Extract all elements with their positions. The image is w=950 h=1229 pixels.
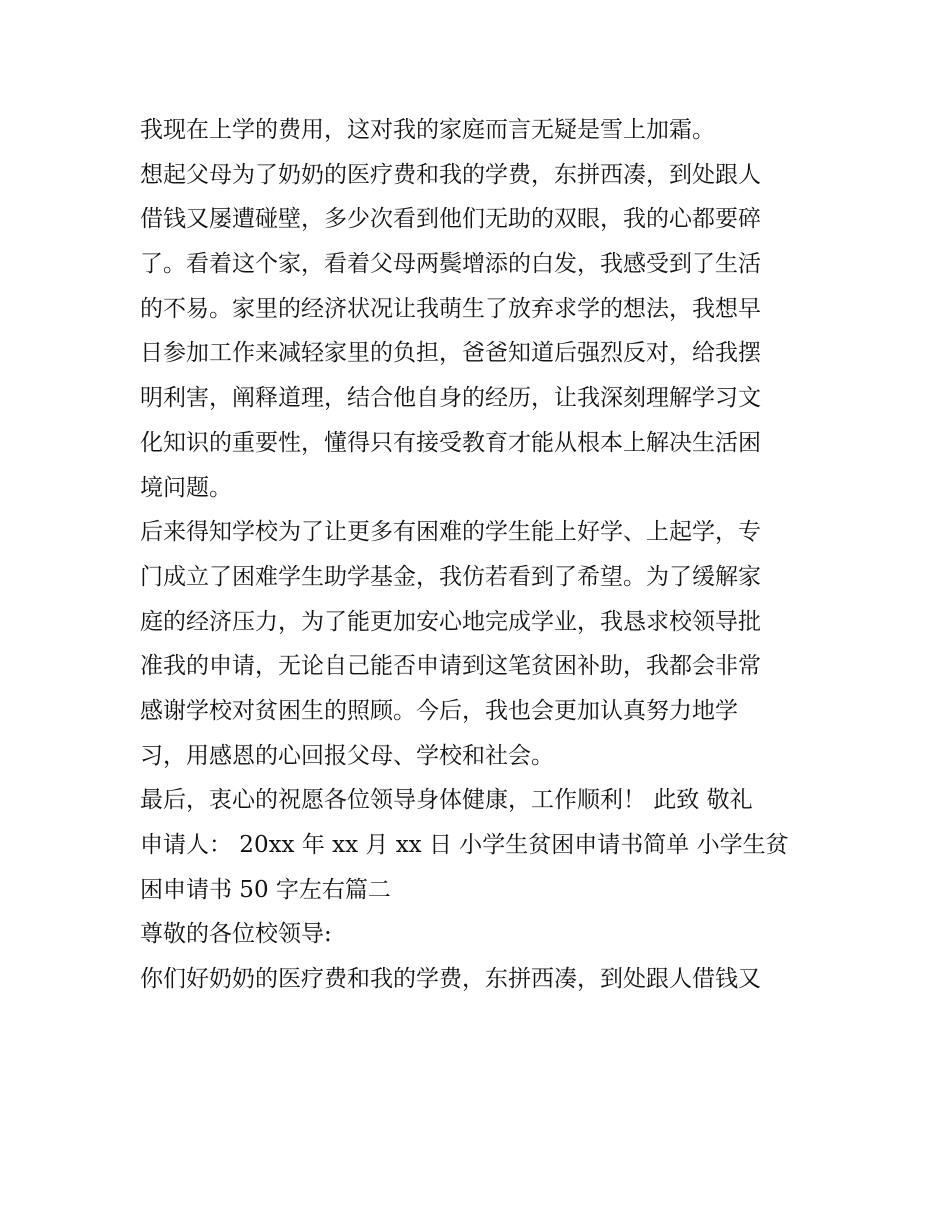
- text-line: 感谢学校对贫困生的照顾。今后，我也会更加认真努力地学: [140, 697, 738, 724]
- text-line: 习，用感恩的心回报父母、学校和社会。: [140, 742, 554, 769]
- text-line: 最后，衷心的祝愿各位领导身体健康，工作顺利！ 此致 敬礼: [140, 787, 753, 814]
- text-line: 明利害，阐释道理，结合他自身的经历，让我深刻理解学习文: [140, 385, 761, 412]
- text-line: 尊敬的各位校领导:: [140, 921, 332, 948]
- text-line: 申请人： 20xx 年 xx 月 xx 日 小学生贫困申请书简单 小学生贫: [140, 832, 789, 858]
- text-line: 借钱又屡遭碰壁，多少次看到他们无助的双眼，我的心都要碎: [140, 206, 761, 233]
- text-line: 了。看着这个家，看着父母两鬓增添的白发，我感受到了生活: [140, 251, 761, 278]
- text-line: 你们好奶奶的医疗费和我的学费，东拼西凑，到处跟人借钱又: [140, 966, 761, 993]
- text-line: 的不易。家里的经济状况让我萌生了放弃求学的想法，我想早: [140, 295, 761, 322]
- text-line: 化知识的重要性，懂得只有接受教育才能从根本上解决生活困: [140, 429, 761, 456]
- text-line: 后来得知学校为了让更多有困难的学生能上好学、上起学，专: [140, 519, 761, 546]
- text-line: 庭的经济压力，为了能更加安心地完成学业，我恳求校领导批: [140, 608, 761, 635]
- text-line: 日参加工作来减轻家里的负担，爸爸知道后强烈反对，给我摆: [140, 340, 761, 367]
- text-line: 境问题。: [140, 474, 232, 501]
- text-line: 我现在上学的费用，这对我的家庭而言无疑是雪上加霜。: [140, 117, 715, 143]
- text-line: 困申请书 50 字左右篇二: [140, 876, 391, 903]
- document-body: [140, 108, 820, 1002]
- text-line: 想起父母为了奶奶的医疗费和我的学费，东拼西凑，到处跟人: [140, 161, 761, 188]
- text-line: 门成立了困难学生助学基金，我仿若看到了希望。为了缓解家: [140, 563, 761, 590]
- text-line: 准我的申请，无论自己能否申请到这笔贫困补助，我都会非常: [140, 653, 761, 680]
